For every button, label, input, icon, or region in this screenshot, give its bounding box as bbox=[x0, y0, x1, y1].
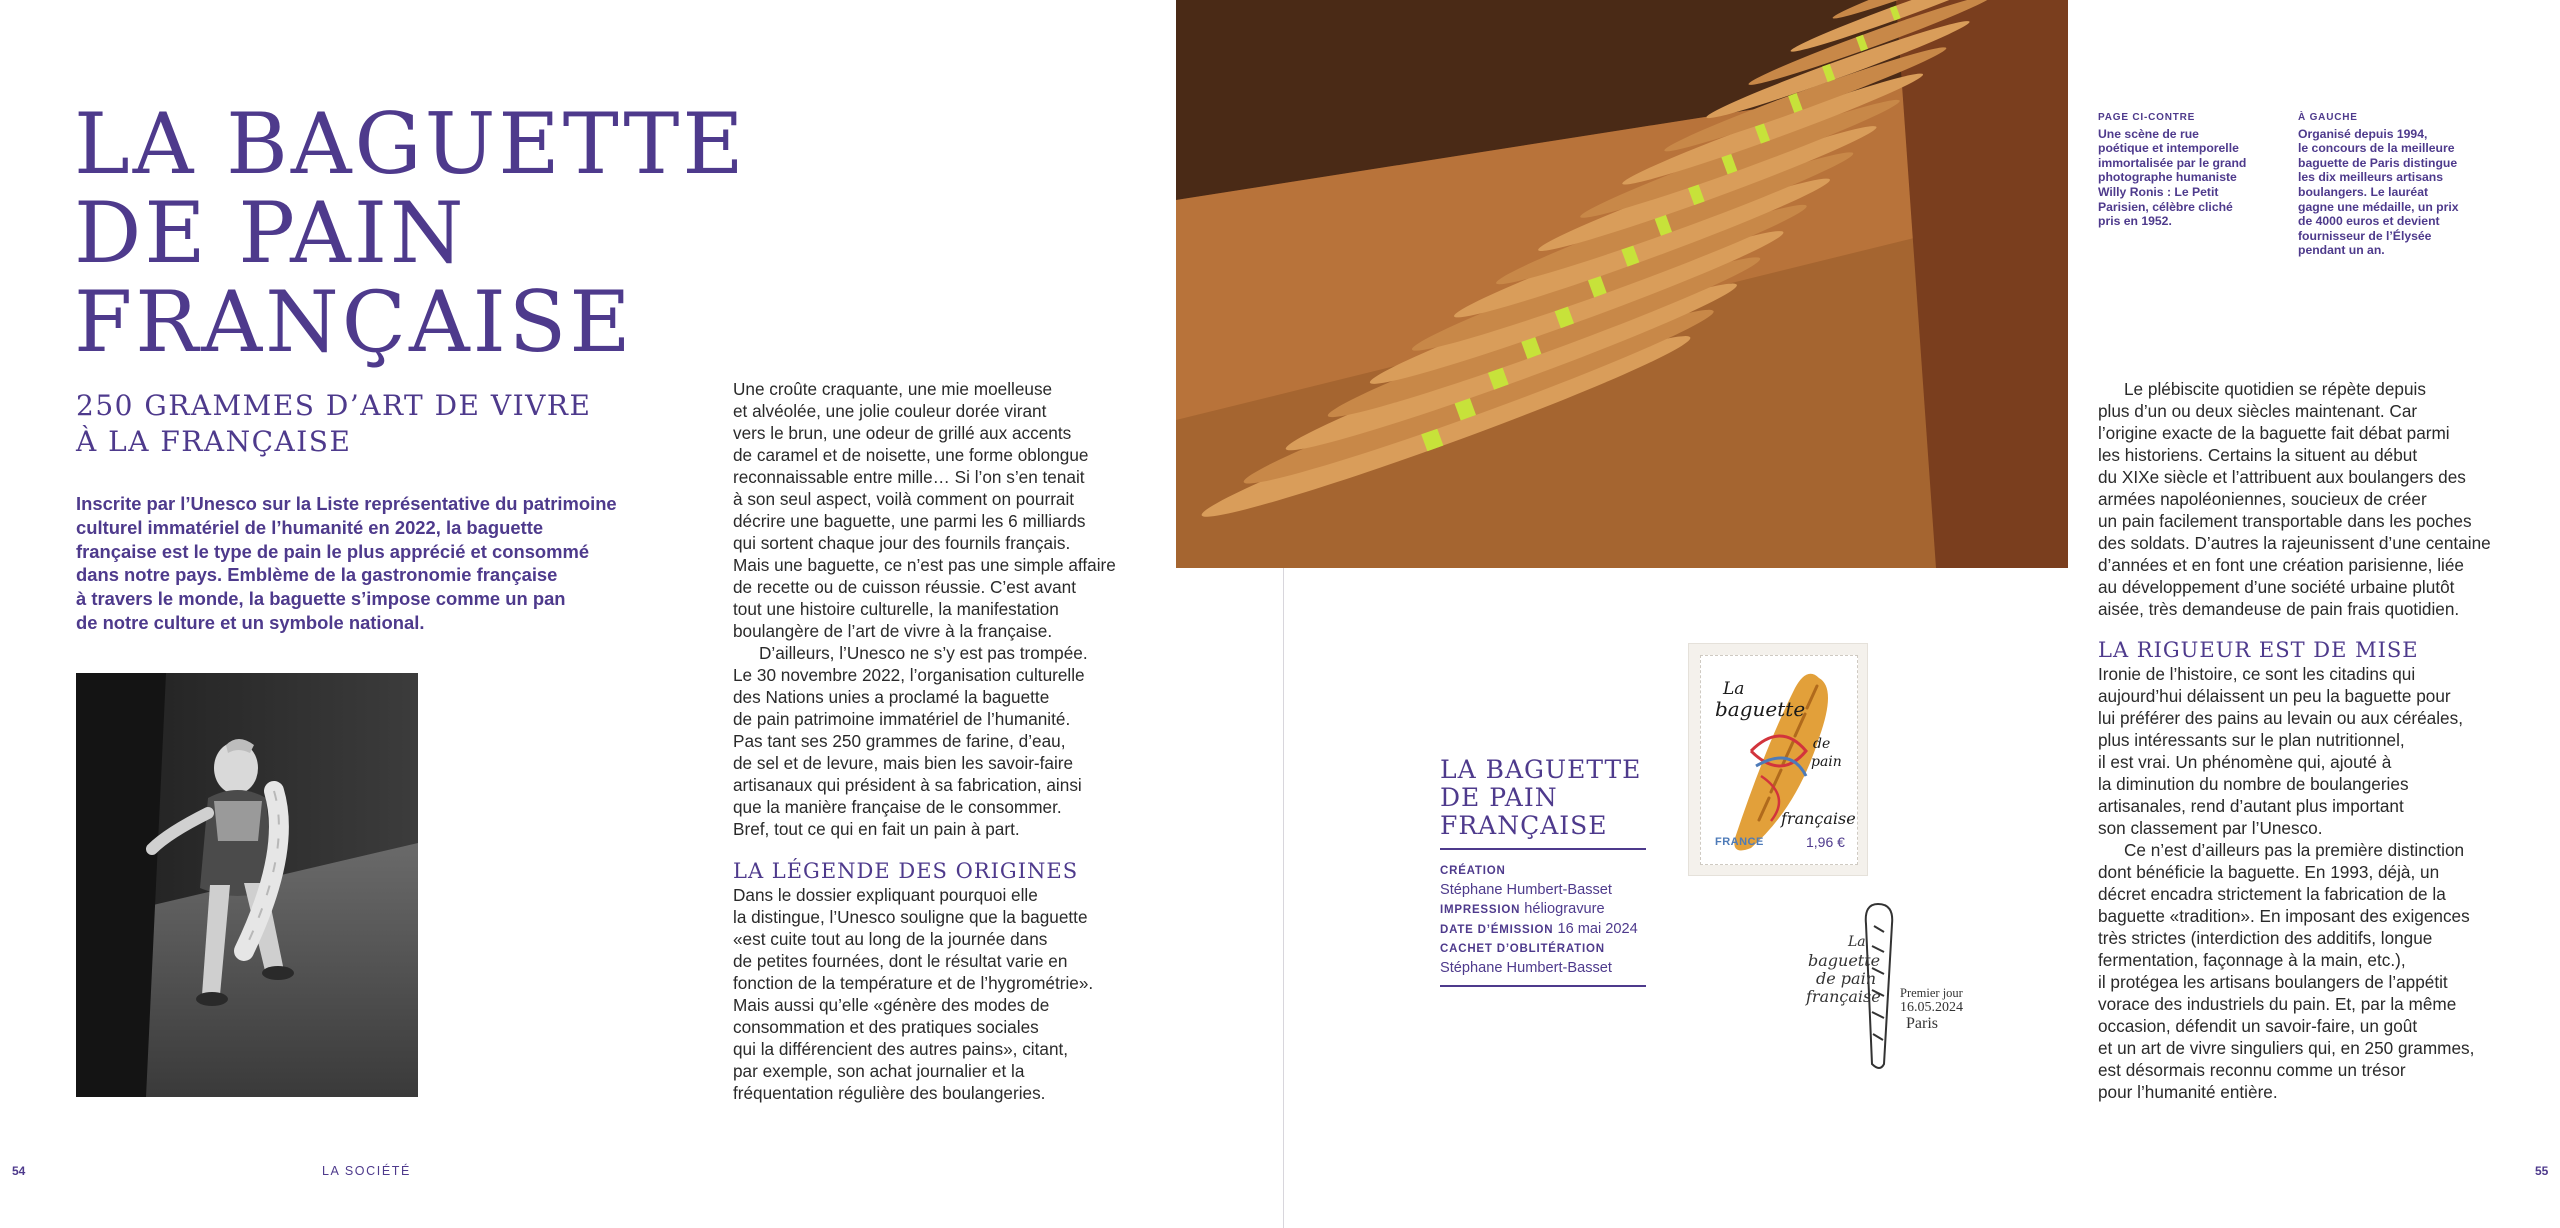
body-line: au développement d’une société urbaine plutôt bbox=[2098, 577, 2455, 597]
body-line: consommation et des pratiques sociales bbox=[733, 1017, 1039, 1037]
caption-line: pris en 1952. bbox=[2098, 214, 2172, 229]
body-line: décret encadra strictement la fabrication de la bbox=[2098, 884, 2446, 904]
body-line: de pain patrimoine immatériel de l’humanité. bbox=[733, 709, 1071, 729]
detail-value: Stéphane Humbert-Basset bbox=[1440, 960, 1612, 976]
intro-line: française est le type de pain le plus apprécié et consommé bbox=[76, 540, 590, 562]
body-line: aujourd’hui délaissent un peu la baguette pour bbox=[2098, 686, 2451, 706]
cachet-premier-jour: Premier jour bbox=[1900, 986, 1963, 1000]
body-line: Bref, tout ce qui en fait un pain à part. bbox=[733, 819, 1020, 839]
body-line: très strictes (interdiction des additifs, longue bbox=[2098, 928, 2433, 948]
body-line: Mais aussi qu’elle «génère des modes de bbox=[733, 995, 1050, 1015]
body-line: des Nations unies a proclamé la baguette bbox=[733, 687, 1050, 707]
cachet-date: 16.05.2024 bbox=[1900, 1000, 1963, 1015]
body-line: Le 30 novembre 2022, l’organisation culturelle bbox=[733, 665, 1085, 685]
body-line: et un art de vivre singuliers qui, en 250 grammes, bbox=[2098, 1038, 2475, 1058]
body-line: l’origine exacte de la baguette fait débat parmi bbox=[2098, 423, 2450, 443]
body-line: vers le brun, une odeur de grillé aux accents bbox=[733, 423, 1072, 443]
body-line: baguette «tradition». En imposant des exigences bbox=[2098, 906, 2470, 926]
body-line: à son seul aspect, voilà comment on pourrait bbox=[733, 489, 1075, 509]
body-line: décrire une baguette, une parmi les 6 milliards bbox=[733, 511, 1086, 531]
stamp-title bbox=[1440, 756, 1690, 840]
body-line: «est cuite tout au long de la journée dans bbox=[733, 929, 1048, 949]
body-line: de recette ou de cuisson réussie. C’est avant bbox=[733, 577, 1076, 597]
body-line: de caramel et de noisette, une forme oblongue bbox=[733, 445, 1089, 465]
intro-line: dans notre pays. Emblème de la gastronomie française bbox=[76, 564, 558, 586]
body-line: fermentation, façonnage à la main, etc.), bbox=[2098, 950, 2406, 970]
body-line: reconnaissable entre mille… Si l’on s’en tenait bbox=[733, 467, 1085, 487]
detail-label: CACHET D’OBLITÉRATION bbox=[1440, 943, 1605, 955]
body-line: que la manière française de le consommer. bbox=[733, 797, 1062, 817]
body-line: son classement par l’Unesco. bbox=[2098, 818, 2323, 838]
baguettes-contest-photo bbox=[1176, 0, 2068, 568]
body-line: qui la différencient des autres pains», citant, bbox=[733, 1039, 1069, 1059]
body-line: un pain facilement transportable dans les poches bbox=[2098, 511, 2472, 531]
body-line: vorace des industriels du pain. Et, par la même bbox=[2098, 994, 2457, 1014]
body-line: armées napoléoniennes, soucieux de créer bbox=[2098, 489, 2427, 509]
stamp-detail-creation bbox=[1440, 862, 1680, 900]
caption-line: les dix meilleurs artisans bbox=[2298, 170, 2443, 185]
caption-line: gagne une médaille, un prix bbox=[2298, 199, 2459, 214]
body-line: pour l’humanité entière. bbox=[2098, 1082, 2278, 1102]
body-line: plus d’un ou deux siècles maintenant. Car bbox=[2098, 401, 2418, 421]
body-line: il est vrai. Un phénomène qui, ajouté à bbox=[2098, 752, 2392, 772]
article-subtitle bbox=[76, 388, 696, 460]
title-line-1: LA BAGUETTE bbox=[74, 95, 747, 193]
section-heading-rigueur: LA RIGUEUR EST DE MISE bbox=[2098, 638, 2419, 662]
caption-line: Parisien, célèbre cliché bbox=[2098, 199, 2233, 214]
stamp-detail-date bbox=[1440, 920, 1680, 940]
body-line: la distingue, l’Unesco souligne que la baguette bbox=[733, 907, 1088, 927]
subtitle-line-1: 250 GRAMMES D’ART DE VIVRE bbox=[76, 389, 592, 422]
intro-line: culturel immatériel de l’humanité en 2022, la baguette bbox=[76, 516, 544, 538]
article-title bbox=[74, 95, 754, 371]
body-line: est désormais reconnu comme un trésor bbox=[2098, 1060, 2406, 1080]
body-line: Une croûte craquante, une mie moelleuse bbox=[733, 379, 1053, 399]
body-line: des soldats. D’autres la rajeunissent d’une centaine bbox=[2098, 533, 2491, 553]
stamp-title-line: LA BAGUETTE bbox=[1440, 755, 1642, 784]
caption-line: Willy Ronis : Le Petit bbox=[2098, 184, 2219, 199]
caption-line: fournisseur de l’Élysée bbox=[2298, 228, 2432, 243]
body-line: de sel et de levure, mais bien les savoir-faire bbox=[733, 753, 1074, 773]
body-line: d’années et en font une création parisienne, liée bbox=[2098, 555, 2464, 575]
stamp-title-line: DE PAIN bbox=[1440, 783, 1558, 812]
caption-line: de 4000 euros et devient bbox=[2298, 214, 2440, 229]
body-line: Pas tant ses 250 grammes de farine, d’eau, bbox=[733, 731, 1066, 751]
body-line: plus intéressants sur le plan nutritionnel, bbox=[2098, 730, 2405, 750]
stamp-detail-cachet bbox=[1440, 940, 1680, 978]
body-line: et alvéolée, une jolie couleur dorée virant bbox=[733, 401, 1047, 421]
caption-opposite-page bbox=[2098, 111, 2288, 229]
stamp-detail-impression bbox=[1440, 900, 1680, 920]
divider bbox=[1440, 985, 1646, 987]
stamp-details bbox=[1440, 862, 1680, 978]
first-day-cachet bbox=[1778, 896, 1998, 1072]
detail-label: DATE D’ÉMISSION bbox=[1440, 924, 1554, 936]
subtitle-line-2: À LA FRANÇAISE bbox=[76, 425, 352, 458]
caption-left bbox=[2298, 111, 2518, 258]
body-line: tout une histoire culturelle, la manifestation bbox=[733, 599, 1059, 619]
caption-line: poétique et intemporelle bbox=[2098, 141, 2239, 156]
stamp-title-line: FRANÇAISE bbox=[1440, 811, 1608, 840]
section-heading-origins: LA LÉGENDE DES ORIGINES bbox=[733, 859, 1079, 883]
body-column-3b bbox=[2098, 663, 2518, 1103]
body-line: fréquentation régulière des boulangeries. bbox=[733, 1083, 1046, 1103]
caption-line: boulangers. Le lauréat bbox=[2298, 184, 2429, 199]
body-line: qui sortent chaque jour des fournils français. bbox=[733, 533, 1071, 553]
detail-label: CRÉATION bbox=[1440, 865, 1506, 877]
page-number-right: 55 bbox=[2535, 1164, 2549, 1178]
stamp-country: FRANCE bbox=[1715, 836, 1764, 848]
body-line: par exemple, son achat journalier et la bbox=[733, 1061, 1025, 1081]
section-name: LA SOCIÉTÉ bbox=[322, 1164, 411, 1178]
cachet-script-la: La bbox=[1848, 934, 1866, 950]
caption-line: photographe humaniste bbox=[2098, 170, 2237, 185]
stamp-script-de: de bbox=[1813, 736, 1831, 752]
boy-photo-illustration bbox=[76, 673, 418, 1097]
body-line: il protégea les artisans boulangers de l’appétit bbox=[2098, 972, 2448, 992]
body-column-1b bbox=[733, 884, 1153, 1104]
detail-value: 16 mai 2024 bbox=[1557, 921, 1638, 937]
divider bbox=[1440, 848, 1646, 850]
page-number-left: 54 bbox=[12, 1164, 26, 1178]
caption-line: pendant un an. bbox=[2298, 243, 2385, 258]
caption-label: À GAUCHE bbox=[2298, 112, 2358, 123]
cachet-script-baguette: baguette bbox=[1808, 951, 1881, 970]
body-line: Ironie de l’histoire, ce sont les citadins qui bbox=[2098, 664, 2416, 684]
caption-line: Organisé depuis 1994, bbox=[2298, 126, 2428, 141]
cachet-script-francaise: française bbox=[1806, 987, 1881, 1006]
stamp-script-francaise: française bbox=[1781, 809, 1856, 828]
postage-stamp bbox=[1688, 643, 1868, 876]
body-line: les historiens. Certains la situent au début bbox=[2098, 445, 2418, 465]
stamp-price: 1,96 € bbox=[1806, 834, 1845, 850]
caption-line: Une scène de rue bbox=[2098, 126, 2199, 141]
cachet-artwork bbox=[1778, 896, 1998, 1072]
cachet-city: Paris bbox=[1906, 1015, 1938, 1032]
body-line: de petites fournées, dont le résultat varie en bbox=[733, 951, 1068, 971]
detail-label: IMPRESSION bbox=[1440, 904, 1521, 916]
body-line: occasion, défendit un savoir-faire, un goût bbox=[2098, 1016, 2418, 1036]
body-line: Le plébiscite quotidien se répète depuis bbox=[2124, 379, 2426, 399]
body-line: du XIXe siècle et l’attribuent aux boulangers des bbox=[2098, 467, 2466, 487]
intro-line: Inscrite par l’Unesco sur la Liste représentative du patrimoine bbox=[76, 493, 617, 514]
detail-value: Stéphane Humbert-Basset bbox=[1440, 882, 1612, 898]
body-line: Ce n’est d’ailleurs pas la première distinction bbox=[2124, 840, 2465, 860]
body-column-1 bbox=[733, 378, 1153, 840]
caption-label: PAGE CI-CONTRE bbox=[2098, 112, 2196, 123]
detail-value: héliogravure bbox=[1524, 901, 1605, 917]
intro-line: de notre culture et un symbole national. bbox=[76, 611, 425, 633]
body-line: Dans le dossier expliquant pourquoi elle bbox=[733, 885, 1038, 905]
body-line: boulangère de l’art de vivre à la française. bbox=[733, 621, 1053, 641]
body-line: la diminution du nombre de boulangeries bbox=[2098, 774, 2409, 794]
intro-paragraph bbox=[76, 492, 636, 635]
body-column-3 bbox=[2098, 378, 2518, 620]
cachet-script-depain: de pain bbox=[1816, 969, 1876, 988]
stamp-face bbox=[1700, 655, 1858, 865]
caption-line: le concours de la meilleure bbox=[2298, 141, 2455, 156]
stamp-script-baguette: baguette bbox=[1715, 697, 1806, 721]
boy-with-baguette-photo bbox=[76, 673, 418, 1097]
body-line: D’ailleurs, l’Unesco ne s’y est pas trompée. bbox=[759, 643, 1088, 663]
body-line: fonction de la température et de l’hygrométrie». bbox=[733, 973, 1094, 993]
caption-line: baguette de Paris distingue bbox=[2298, 155, 2458, 170]
stamp-script-la: La bbox=[1723, 679, 1745, 699]
title-line-2: DE PAIN bbox=[74, 184, 467, 282]
baguettes-illustration bbox=[1176, 0, 2068, 568]
body-line: aisée, très demandeuse de pain frais quotidien. bbox=[2098, 599, 2460, 619]
caption-line: immortalisée par le grand bbox=[2098, 155, 2247, 170]
intro-line: à travers le monde, la baguette s’impose comme un pan bbox=[76, 588, 566, 610]
body-line: dont bénéficie la baguette. En 1993, déjà, un bbox=[2098, 862, 2440, 882]
body-line: artisanaux qui président à sa fabrication, ainsi bbox=[733, 775, 1082, 795]
body-line: Mais une baguette, ce n’est pas une simple affaire bbox=[733, 555, 1116, 575]
stamp-script-pain: pain bbox=[1811, 754, 1842, 770]
body-line: artisanales, rend d’autant plus important bbox=[2098, 796, 2404, 816]
body-line: lui préférer des pains au levain ou aux céréales, bbox=[2098, 708, 2463, 728]
title-line-3: FRANÇAISE bbox=[74, 273, 634, 371]
